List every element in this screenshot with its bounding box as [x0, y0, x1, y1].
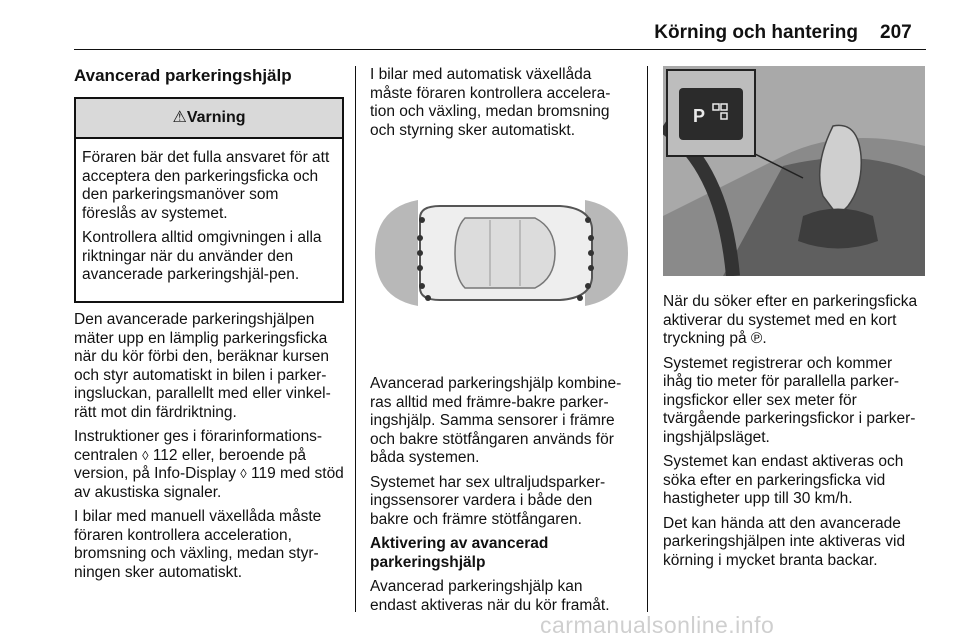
body-paragraph: Systemet har sex ultraljudsparker-ingssensorer vardera i både den bakre och främre stötfångaren. [370, 473, 606, 528]
warning-body [76, 139, 342, 285]
column-divider [647, 66, 648, 612]
console-photo [663, 66, 925, 276]
section-title: Avancerad parkeringshjälp [74, 66, 292, 85]
warning-box [74, 97, 344, 303]
page-number: 207 [880, 22, 912, 43]
column-1 [74, 311, 344, 588]
header-rule [74, 49, 926, 50]
watermark: carmanualsonline.info [540, 612, 775, 638]
body-paragraph: Avancerad parkeringshjälp kan endast aktiveras när du kör framåt. [370, 578, 610, 614]
body-paragraph: Systemet kan endast aktiveras och söka efter en parkeringsficka vid hastigheter upp till 30 km/h. [663, 453, 904, 507]
column-divider [355, 66, 356, 612]
body-paragraph: Instruktioner ges i förarinformations-centralen ◊ 112 eller, beroende på version, på Info-Display ◊ 119 med stöd av akustiska signaler. [74, 428, 344, 501]
body-paragraph: Den avancerade parkeringshjälpen mäter upp en lämplig parkeringsficka när du kör förbi den, beräknar kursen och styr automatiskt in bilen i parker-ingsluckan, parallellt med eller vinkel-rätt mot din färdriktning. [74, 311, 331, 421]
body-paragraph: Det kan hända att den avancerade parkeringshjälpen inte aktiveras vid körning i mycket branta backar. [663, 514, 906, 569]
body-paragraph: I bilar med manuell växellåda måste föraren kontrollera acceleration, bromsning och växling, medan styr-ningen sker automatiskt. [74, 508, 322, 581]
parking-sensor-diagram [370, 148, 632, 358]
warning-paragraph: Föraren bär det fulla ansvaret för att acceptera den parkeringsficka och den parkeringsmanöver som föreslås av systemet. [82, 149, 330, 222]
column-2-bottom [370, 375, 632, 621]
warning-label: Varning [186, 109, 246, 126]
warning-paragraph: Kontrollera alltid omgivningen i alla riktningar när du använder den avancerade parkeringshjäl-pen. [82, 229, 322, 283]
body-paragraph: Systemet registrerar och kommer ihåg tio meter för parallella parker-ingsfickor eller sex meter för tvärgående parkeringsfickor i parker-ingshjälpsläget. [663, 354, 916, 446]
body-paragraph: När du söker efter en parkeringsficka aktiverar du systemet med en kort tryckning på ℗. [663, 293, 918, 347]
subheading: Aktivering av avancerad parkeringshjälp [370, 535, 549, 571]
body-paragraph: Avancerad parkeringshjälp kombine-ras alltid med främre-bakre parker-ingshjälp. Samma sensorer i främre och bakre stötfångaren används för båda systemen. [370, 375, 622, 466]
page-header-title: Körning och hantering [654, 22, 858, 43]
page-reference-arrow-icon: ◊ [240, 466, 247, 481]
body-paragraph: I bilar med automatisk växellåda måste föraren kontrollera accelera-tion och växling, medan bromsning och styrning sker automatiskt. [370, 66, 611, 139]
column-2-top [370, 66, 632, 146]
page-reference-arrow-icon: ◊ [142, 447, 149, 463]
parking-assist-icon: ℗ [750, 330, 763, 347]
warning-triangle-icon: ⚠ [172, 109, 187, 126]
column-3 [663, 293, 925, 576]
warning-header [76, 99, 342, 139]
parking-assist-icon: P [693, 106, 706, 126]
